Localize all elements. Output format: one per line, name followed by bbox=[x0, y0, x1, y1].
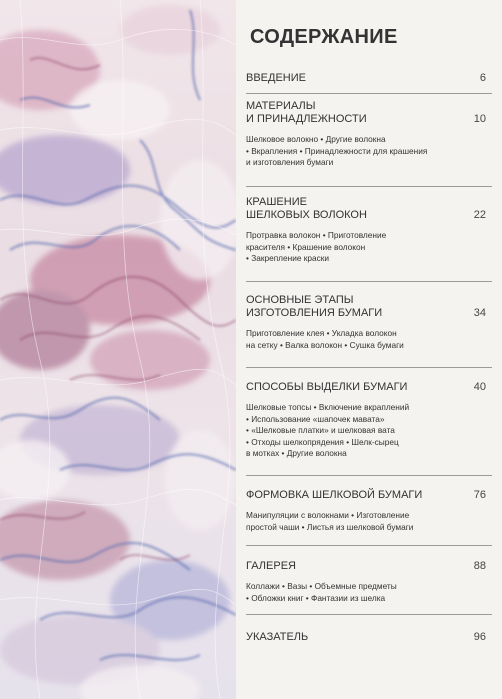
toc-entry-page: 96 bbox=[473, 631, 486, 643]
toc-entry-page: 22 bbox=[473, 209, 486, 221]
divider bbox=[246, 281, 492, 282]
divider bbox=[246, 614, 492, 615]
divider bbox=[246, 93, 492, 94]
toc-entry-title: ГАЛЕРЕЯ bbox=[246, 560, 296, 572]
divider bbox=[246, 186, 492, 187]
toc-entry-subtopics: Манипуляции с волокнами • Изготовление простой чаши • Листья из шелковой бумаги bbox=[246, 510, 414, 532]
toc-entry-title: СПОСОБЫ ВЫДЕЛКИ БУМАГИ bbox=[246, 381, 408, 393]
toc-entry-gallery bbox=[246, 560, 486, 604]
toc-entry-title: ОСНОВНЫЕ ЭТАПЫ ИЗГОТОВЛЕНИЯ БУМАГИ bbox=[246, 294, 383, 319]
toc-entry-subtopics: Коллажи • Вазы • Объемные предметы • Обложки книг • Фантазии из шелка bbox=[246, 581, 397, 603]
toc-entry-subtopics: Протравка волокон • Приготовление красителя • Крашение волокон • Закрепление краски bbox=[246, 230, 387, 263]
divider bbox=[246, 475, 492, 476]
toc-entry-methods bbox=[246, 381, 486, 460]
silk-paper-photo bbox=[0, 0, 236, 699]
toc-entry-title: КРАШЕНИЕ ШЕЛКОВЫХ ВОЛОКОН bbox=[246, 196, 367, 221]
toc-entry-materials bbox=[246, 100, 486, 169]
toc-entry-page: 76 bbox=[473, 489, 486, 501]
toc-entry-title: УКАЗАТЕЛЬ bbox=[246, 631, 309, 643]
divider bbox=[246, 367, 492, 368]
divider bbox=[246, 545, 492, 546]
toc-entry-subtopics: Шелковые топсы • Включение вкраплений • Использование «шапочек мавата» • «Шелковые платки» и шелковая вата • Отходы шелкопрядения • Шелк-сырец в мотках • Другие волокна bbox=[246, 402, 410, 458]
toc-entry-dyeing bbox=[246, 196, 486, 265]
toc-entry-shaping bbox=[246, 489, 486, 533]
toc-entry-page: 34 bbox=[473, 307, 486, 319]
toc-entry-page: 40 bbox=[473, 381, 486, 393]
toc-entry-subtopics: Приготовление клея • Укладка волокон на сетку • Валка волокон • Сушка бумаги bbox=[246, 328, 404, 350]
toc-title: СОДЕРЖАНИЕ bbox=[250, 26, 398, 48]
toc-entry-title: ВВЕДЕНИЕ bbox=[246, 72, 306, 84]
toc-entry-page: 10 bbox=[473, 113, 486, 125]
toc-entry-subtopics: Шелковое волокно • Другие волокна • Вкрапления • Принадлежности для крашения и изготовления бумаги bbox=[246, 134, 428, 167]
toc-entry-title: МАТЕРИАЛЫ И ПРИНАДЛЕЖНОСТИ bbox=[246, 100, 367, 125]
toc-entry-basic-steps bbox=[246, 294, 486, 351]
toc-entry-page: 88 bbox=[473, 560, 486, 572]
toc-entry-introduction bbox=[246, 72, 486, 85]
toc-entry-index bbox=[246, 631, 486, 644]
toc-entry-page: 6 bbox=[479, 72, 486, 84]
table-of-contents bbox=[236, 0, 502, 699]
toc-entry-title: ФОРМОВКА ШЕЛКОВОЙ БУМАГИ bbox=[246, 489, 423, 501]
